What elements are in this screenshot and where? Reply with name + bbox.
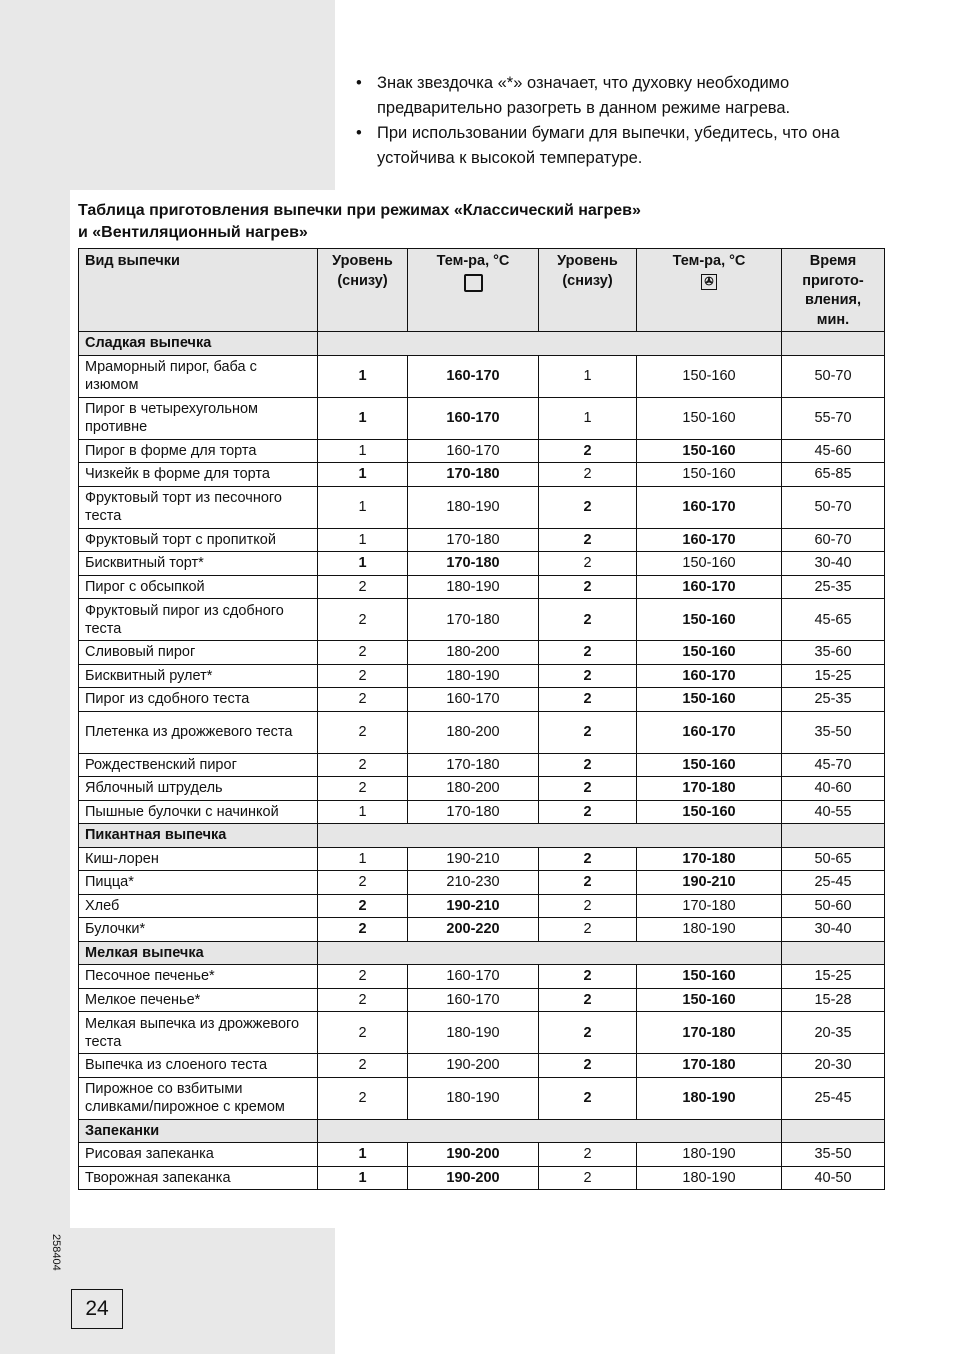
level-fan-cell: 2 <box>539 777 637 801</box>
level-classic-cell: 1 <box>318 1143 408 1167</box>
notes-list <box>356 71 876 171</box>
time-cell: 20-35 <box>782 1012 885 1054</box>
name-cell: Фруктовый торт с пропиткой <box>79 528 318 552</box>
level-classic-cell: 2 <box>318 575 408 599</box>
temp-fan-cell: 160-170 <box>637 711 782 753</box>
level-fan-cell: 2 <box>539 894 637 918</box>
name-cell: Творожная запеканка <box>79 1166 318 1190</box>
level-fan-cell: 2 <box>539 664 637 688</box>
name-cell: Пирог в форме для торта <box>79 439 318 463</box>
level-classic-cell: 2 <box>318 664 408 688</box>
table-row <box>79 1054 885 1078</box>
section-title: Пикантная выпечка <box>79 824 318 848</box>
temp-fan-cell: 170-180 <box>637 847 782 871</box>
name-cell: Мраморный пирог, баба с изюмом <box>79 355 318 397</box>
name-cell: Мелкое печенье* <box>79 988 318 1012</box>
page-number: 24 <box>71 1289 123 1329</box>
level-fan-cell: 2 <box>539 753 637 777</box>
name-cell: Яблочный штрудель <box>79 777 318 801</box>
name-cell: Булочки* <box>79 918 318 942</box>
temp-fan-cell: 160-170 <box>637 664 782 688</box>
page-margin-band <box>0 190 70 1230</box>
time-cell: 50-65 <box>782 847 885 871</box>
temp-fan-cell: 160-170 <box>637 575 782 599</box>
name-cell: Фруктовый торт из песочного теста <box>79 486 318 528</box>
temp-fan-cell: 150-160 <box>637 355 782 397</box>
level-fan-cell: 2 <box>539 486 637 528</box>
header-text: (снизу) <box>337 272 388 289</box>
level-classic-cell: 1 <box>318 463 408 487</box>
header-text: вления, <box>805 292 861 308</box>
level-classic-cell: 1 <box>318 800 408 824</box>
header-temp-classic <box>408 249 539 332</box>
temp-fan-cell: 180-190 <box>637 1077 782 1119</box>
temp-fan-cell: 170-180 <box>637 894 782 918</box>
table-row <box>79 1143 885 1167</box>
temp-fan-cell: 180-190 <box>637 1143 782 1167</box>
time-cell: 35-50 <box>782 711 885 753</box>
temp-fan-cell: 150-160 <box>637 552 782 576</box>
time-cell: 15-28 <box>782 988 885 1012</box>
name-cell: Рождественский пирог <box>79 753 318 777</box>
time-cell: 40-60 <box>782 777 885 801</box>
level-classic-cell: 2 <box>318 711 408 753</box>
level-classic-cell: 1 <box>318 486 408 528</box>
temp-fan-cell: 150-160 <box>637 599 782 641</box>
time-cell: 20-30 <box>782 1054 885 1078</box>
temp-classic-cell: 190-200 <box>408 1143 539 1167</box>
table-row <box>79 641 885 665</box>
time-cell: 45-60 <box>782 439 885 463</box>
time-cell: 65-85 <box>782 463 885 487</box>
table-row <box>79 599 885 641</box>
section-fill <box>318 824 782 848</box>
level-classic-cell: 2 <box>318 599 408 641</box>
bullet-icon: • <box>356 74 362 92</box>
name-cell: Пышные булочки с начинкой <box>79 800 318 824</box>
level-fan-cell: 2 <box>539 1012 637 1054</box>
table-row <box>79 753 885 777</box>
note-item <box>356 71 876 121</box>
table-row <box>79 1012 885 1054</box>
note-text: Знак звездочка «*» означает, что духовку необходимо предварительно разогреть в данном режиме нагрева. <box>377 74 791 117</box>
table-row <box>79 575 885 599</box>
level-classic-cell: 2 <box>318 965 408 989</box>
level-classic-cell: 2 <box>318 894 408 918</box>
temp-fan-cell: 160-170 <box>637 486 782 528</box>
level-fan-cell: 2 <box>539 528 637 552</box>
time-cell: 45-65 <box>782 599 885 641</box>
time-cell: 30-40 <box>782 552 885 576</box>
name-cell: Выпечка из слоеного теста <box>79 1054 318 1078</box>
table-row <box>79 777 885 801</box>
temp-classic-cell: 180-190 <box>408 575 539 599</box>
temp-classic-cell: 180-200 <box>408 777 539 801</box>
table-header-row <box>79 249 885 332</box>
table-row <box>79 1166 885 1190</box>
header-text: Уровень <box>332 253 393 269</box>
temp-classic-cell: 180-190 <box>408 1012 539 1054</box>
temp-fan-cell: 150-160 <box>637 988 782 1012</box>
page-margin-band <box>0 0 335 190</box>
name-cell: Фруктовый пирог из сдобного теста <box>79 599 318 641</box>
level-classic-cell: 1 <box>318 355 408 397</box>
time-cell: 30-40 <box>782 918 885 942</box>
temp-fan-cell: 150-160 <box>637 463 782 487</box>
time-cell: 25-45 <box>782 1077 885 1119</box>
level-fan-cell: 2 <box>539 552 637 576</box>
name-cell: Бисквитный торт* <box>79 552 318 576</box>
section-fill <box>782 1119 885 1143</box>
temp-classic-cell: 190-200 <box>408 1054 539 1078</box>
section-fill <box>782 332 885 356</box>
temp-classic-cell: 180-190 <box>408 664 539 688</box>
section-row <box>79 941 885 965</box>
fan-heat-icon: ✇ <box>701 274 717 290</box>
table-title <box>78 200 641 244</box>
level-classic-cell: 2 <box>318 641 408 665</box>
section-row <box>79 332 885 356</box>
level-fan-cell: 2 <box>539 988 637 1012</box>
temp-fan-cell: 150-160 <box>637 397 782 439</box>
level-classic-cell: 2 <box>318 918 408 942</box>
level-fan-cell: 2 <box>539 688 637 712</box>
level-classic-cell: 1 <box>318 1166 408 1190</box>
name-cell: Плетенка из дрожжевого теста <box>79 711 318 753</box>
temp-fan-cell: 180-190 <box>637 918 782 942</box>
table-row <box>79 894 885 918</box>
temp-fan-cell: 150-160 <box>637 753 782 777</box>
level-fan-cell: 2 <box>539 847 637 871</box>
level-fan-cell: 2 <box>539 918 637 942</box>
name-cell: Пирог из сдобного теста <box>79 688 318 712</box>
level-fan-cell: 2 <box>539 1077 637 1119</box>
table-row <box>79 439 885 463</box>
temp-classic-cell: 160-170 <box>408 988 539 1012</box>
temp-classic-cell: 170-180 <box>408 552 539 576</box>
level-fan-cell: 1 <box>539 397 637 439</box>
table-row <box>79 463 885 487</box>
table-row <box>79 552 885 576</box>
table-row <box>79 988 885 1012</box>
name-cell: Пирог в четырехугольном противне <box>79 397 318 439</box>
temp-fan-cell: 160-170 <box>637 528 782 552</box>
baking-table <box>78 248 885 1190</box>
temp-classic-cell: 180-200 <box>408 711 539 753</box>
section-fill <box>318 941 782 965</box>
time-cell: 35-50 <box>782 1143 885 1167</box>
temp-classic-cell: 170-180 <box>408 463 539 487</box>
temp-fan-cell: 170-180 <box>637 1054 782 1078</box>
time-cell: 50-60 <box>782 894 885 918</box>
name-cell: Киш-лорен <box>79 847 318 871</box>
level-classic-cell: 2 <box>318 1077 408 1119</box>
temp-classic-cell: 170-180 <box>408 599 539 641</box>
temp-classic-cell: 180-200 <box>408 641 539 665</box>
time-cell: 15-25 <box>782 965 885 989</box>
level-classic-cell: 2 <box>318 753 408 777</box>
table-row <box>79 528 885 552</box>
time-cell: 15-25 <box>782 664 885 688</box>
level-fan-cell: 2 <box>539 1166 637 1190</box>
temp-classic-cell: 170-180 <box>408 753 539 777</box>
section-title: Запеканки <box>79 1119 318 1143</box>
time-cell: 50-70 <box>782 355 885 397</box>
level-fan-cell: 2 <box>539 599 637 641</box>
header-text: (снизу) <box>562 272 613 289</box>
temp-classic-cell: 170-180 <box>408 800 539 824</box>
table-row <box>79 965 885 989</box>
level-classic-cell: 2 <box>318 988 408 1012</box>
temp-classic-cell: 160-170 <box>408 688 539 712</box>
level-classic-cell: 1 <box>318 439 408 463</box>
section-fill <box>318 332 782 356</box>
time-cell: 40-50 <box>782 1166 885 1190</box>
time-cell: 40-55 <box>782 800 885 824</box>
temp-classic-cell: 160-170 <box>408 397 539 439</box>
name-cell: Мелкая выпечка из дрожжевого теста <box>79 1012 318 1054</box>
time-cell: 25-45 <box>782 871 885 895</box>
level-classic-cell: 1 <box>318 847 408 871</box>
level-fan-cell: 2 <box>539 641 637 665</box>
temp-classic-cell: 190-210 <box>408 894 539 918</box>
temp-fan-cell: 150-160 <box>637 800 782 824</box>
document-code: 258404 <box>50 1234 62 1271</box>
name-cell: Пирожное со взбитыми сливками/пирожное с кремом <box>79 1077 318 1119</box>
header-text: мин. <box>816 311 850 328</box>
header-text: Время <box>809 253 857 269</box>
level-fan-cell: 1 <box>539 355 637 397</box>
name-cell: Чизкейк в форме для торта <box>79 463 318 487</box>
temp-classic-cell: 180-190 <box>408 1077 539 1119</box>
temp-classic-cell: 160-170 <box>408 439 539 463</box>
level-classic-cell: 2 <box>318 1012 408 1054</box>
temp-classic-cell: 160-170 <box>408 355 539 397</box>
table-row <box>79 355 885 397</box>
temp-classic-cell: 160-170 <box>408 965 539 989</box>
level-fan-cell: 2 <box>539 711 637 753</box>
header-level-classic <box>318 249 408 332</box>
section-row <box>79 1119 885 1143</box>
temp-classic-cell: 180-190 <box>408 486 539 528</box>
name-cell: Бисквитный рулет* <box>79 664 318 688</box>
header-text: Тем-ра, °C <box>672 253 746 269</box>
name-cell: Пирог с обсыпкой <box>79 575 318 599</box>
name-cell: Песочное печенье* <box>79 965 318 989</box>
table-row <box>79 847 885 871</box>
header-temp-fan <box>637 249 782 332</box>
time-cell: 25-35 <box>782 575 885 599</box>
table-row <box>79 397 885 439</box>
temp-fan-cell: 150-160 <box>637 965 782 989</box>
table-row <box>79 918 885 942</box>
temp-fan-cell: 150-160 <box>637 641 782 665</box>
level-classic-cell: 1 <box>318 552 408 576</box>
title-line: и «Вентиляционный нагрев» <box>78 224 308 241</box>
level-classic-cell: 1 <box>318 528 408 552</box>
temp-classic-cell: 190-210 <box>408 847 539 871</box>
time-cell: 55-70 <box>782 397 885 439</box>
section-fill <box>782 941 885 965</box>
level-fan-cell: 2 <box>539 800 637 824</box>
time-cell: 45-70 <box>782 753 885 777</box>
table-row <box>79 486 885 528</box>
level-classic-cell: 2 <box>318 777 408 801</box>
temp-classic-cell: 190-200 <box>408 1166 539 1190</box>
header-text: Тем-ра, °C <box>436 253 510 269</box>
name-cell: Сливовый пирог <box>79 641 318 665</box>
level-fan-cell: 2 <box>539 575 637 599</box>
note-item <box>356 121 876 171</box>
temp-fan-cell: 150-160 <box>637 439 782 463</box>
temp-fan-cell: 180-190 <box>637 1166 782 1190</box>
section-row <box>79 824 885 848</box>
header-name: Вид выпечки <box>79 249 318 332</box>
section-title: Сладкая выпечка <box>79 332 318 356</box>
table-row <box>79 871 885 895</box>
header-time <box>782 249 885 332</box>
temp-fan-cell: 170-180 <box>637 777 782 801</box>
section-fill <box>782 824 885 848</box>
level-fan-cell: 2 <box>539 463 637 487</box>
level-classic-cell: 1 <box>318 397 408 439</box>
top-bottom-heat-icon <box>464 274 483 292</box>
temp-fan-cell: 170-180 <box>637 1012 782 1054</box>
section-title: Мелкая выпечка <box>79 941 318 965</box>
name-cell: Пицца* <box>79 871 318 895</box>
table-row <box>79 1077 885 1119</box>
temp-classic-cell: 200-220 <box>408 918 539 942</box>
table-row <box>79 800 885 824</box>
level-classic-cell: 2 <box>318 688 408 712</box>
temp-fan-cell: 190-210 <box>637 871 782 895</box>
time-cell: 60-70 <box>782 528 885 552</box>
level-classic-cell: 2 <box>318 871 408 895</box>
time-cell: 25-35 <box>782 688 885 712</box>
header-text: Уровень <box>557 253 618 269</box>
name-cell: Хлеб <box>79 894 318 918</box>
level-fan-cell: 2 <box>539 1143 637 1167</box>
title-line: Таблица приготовления выпечки при режимах «Классический нагрев» <box>78 202 641 219</box>
level-fan-cell: 2 <box>539 965 637 989</box>
level-fan-cell: 2 <box>539 439 637 463</box>
section-fill <box>318 1119 782 1143</box>
time-cell: 35-60 <box>782 641 885 665</box>
header-text: пригото- <box>802 272 864 289</box>
temp-classic-cell: 210-230 <box>408 871 539 895</box>
temp-classic-cell: 170-180 <box>408 528 539 552</box>
level-fan-cell: 2 <box>539 1054 637 1078</box>
note-text: При использовании бумаги для выпечки, убедитесь, что она устойчива к высокой температуре. <box>377 124 840 167</box>
level-classic-cell: 2 <box>318 1054 408 1078</box>
table-row <box>79 664 885 688</box>
level-fan-cell: 2 <box>539 871 637 895</box>
name-cell: Рисовая запеканка <box>79 1143 318 1167</box>
time-cell: 50-70 <box>782 486 885 528</box>
header-level-fan <box>539 249 637 332</box>
bullet-icon: • <box>356 124 362 142</box>
table-row <box>79 711 885 753</box>
table-row <box>79 688 885 712</box>
temp-fan-cell: 150-160 <box>637 688 782 712</box>
